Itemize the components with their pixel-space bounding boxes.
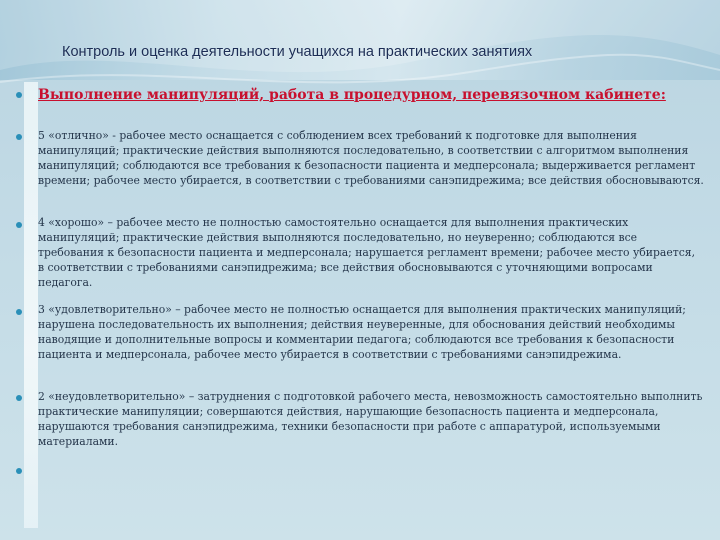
- grade-item-5: 5 «отлично» - рабочее место оснащается с соблюдением всех требований к подготовке для выполнения манипуляций; практические действия выполняются последовательно, в соответствии с алгоритмом выполнения манипуляций; соблюдаются все требования к безопасности пациента и медперсонала; выдерживается регламент времени; рабочее место убирается, в соответствии с требованиями санэпидрежима; все действия обосновываются.: [38, 129, 704, 187]
- bullet-icon: [16, 468, 22, 474]
- bullet-icon: [16, 309, 22, 315]
- bullet-icon: [16, 222, 22, 228]
- grade-item-3: 3 «удовлетворительно» – рабочее место не полностью оснащается для выполнения практических манипуляций; нарушена последовательность их выполнения; действия неуверенные, для обоснования действий необходимы наводящие и дополнительные вопросы и комментарии педагога; соблюдаются все требования к безопасности пациента и медперсонала, рабочее место убирается в соответствии с требованиями санэпидрежима.: [38, 303, 686, 361]
- grade-item-4: 4 «хорошо» – рабочее место не полностью самостоятельно оснащается для выполнения практических манипуляций; практические действия выполняются последовательно, но неуверенно; соблюдаются все требования к безопасности пациента и медперсонала; нарушается регламент времени; рабочее место убирается, в соответствии с требованиями санэпидрежима; все действия обосновываются с уточняющими вопросами педагога.: [38, 216, 696, 289]
- grade-item-2: 2 «неудовлетворительно» – затруднения с подготовкой рабочего места, невозможность самостоятельно выполнить практические манипуляции; совершаются действия, нарушающие безопасность пациента и медперсонала, нарушаются требования санэпидрежима, техники безопасности при работе с аппаратурой, используемыми материалами.: [38, 390, 703, 448]
- content-area: [10, 82, 708, 532]
- bullet-icon: [16, 92, 22, 98]
- bullet-icon: [16, 134, 22, 140]
- bullet-icon: [16, 395, 22, 401]
- slide-title: Контроль и оценка деятельности учащихся на практических занятиях: [62, 44, 533, 60]
- section-heading: Выполнение манипуляций, работа в процедурном, перевязочном кабинете:: [38, 87, 666, 103]
